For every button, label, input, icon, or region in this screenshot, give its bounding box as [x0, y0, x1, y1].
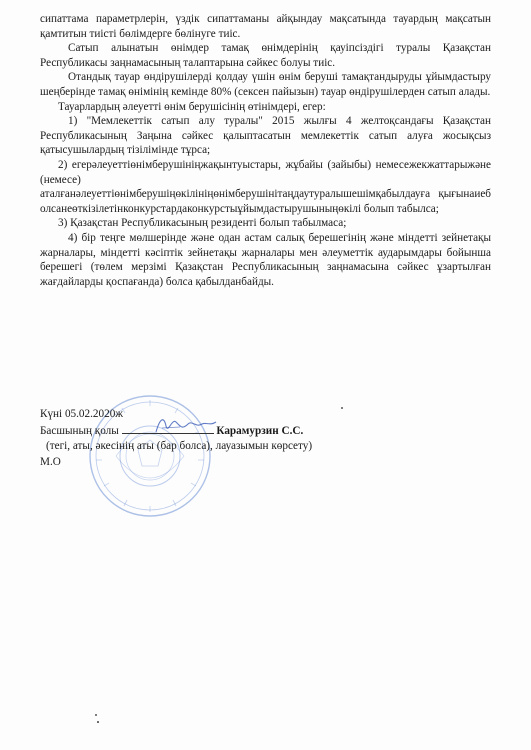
- paragraph-3: Отандық тауар өндірушілерді қолдау үшін өнім беруші тамақтандыруды ұйымдастыру шеңберінде тамақ өнімінің кемінде 80% (сексен пайызын) тауар өндірушілерден сатып алады.: [40, 71, 491, 98]
- list-item-4: 4) бір теңге мөлшерінде және одан астам салық берешегінің және міндетті зейнетақы жарналары, міндетті кәсіптік зейнетақы жарналары мен әлеуметтік аударымдары бойынша берешегі (төлем мерзімі Қазақстан Республикасының заңнамасына сәйкес ұзартылған жағдайларды қоспағанда) болса қабылданбайды.: [40, 231, 491, 288]
- list-item-3: 3) Қазақстан Республикасының резиденті болып табылмаса;: [58, 217, 347, 230]
- list-item-2-continuation: аталғанәлеуеттіөнімберушіңөкілініңөнімберушінітаңдаутуралышешімқабылдауға қығынаиеболсанеөткізілетінконкурстардаконкурстыұйымдастырушыныңөкілі болып табылса;: [40, 188, 491, 215]
- seal-label: М.О: [40, 455, 61, 468]
- list-item-2-line-1: 2) егерәлеуеттіөнімберушініңжақынтуыстары, жұбайы (зайыбы) немесежекжаттарыжәне (немесе): [40, 158, 491, 186]
- scan-speck: [341, 407, 343, 409]
- scan-speck: [97, 721, 99, 723]
- signature-caption: (тегі, аты, әкесінің аты (бар болса), лауазымын көрсету): [46, 440, 313, 452]
- head-label: Басшының қолы: [40, 424, 119, 437]
- signature-blank-line: [122, 423, 214, 434]
- signature-block: [40, 407, 491, 470]
- document-body: [40, 12, 491, 289]
- scan-speck: [95, 714, 97, 716]
- head-name: Карамурзин С.С.: [216, 424, 304, 437]
- paragraph-4: Тауарлардың әлеуетті өнім берушісінің өтінімдері, егер:: [58, 100, 326, 113]
- head-signature-line: [40, 423, 491, 440]
- paragraph-2: Сатып алынатын өнімдер тамақ өнімдерінің қауіпсіздігі туралы Қазақстан Республикасы заңнамасының талаптарына сәйкес болуы тиіс.: [40, 42, 491, 69]
- paragraph-1: сипаттама параметрлерін, үздік сипаттаманы айқындау мақсатында тауардың мақсатын қамтитын тиісті бөлімдерге бөлінуге тиіс.: [40, 13, 491, 40]
- date-line: Күні 05.02.2020ж: [40, 408, 124, 420]
- list-item-1: 1) "Мемлекеттік сатып алу туралы" 2015 жылғы 4 желтоқсандағы Қазақстан Республикасының Заңына сәйкес қалыптасатын мемлекеттік сатып алуға жосықсыз қатысушылардың тізілімінде тұрса;: [40, 115, 491, 157]
